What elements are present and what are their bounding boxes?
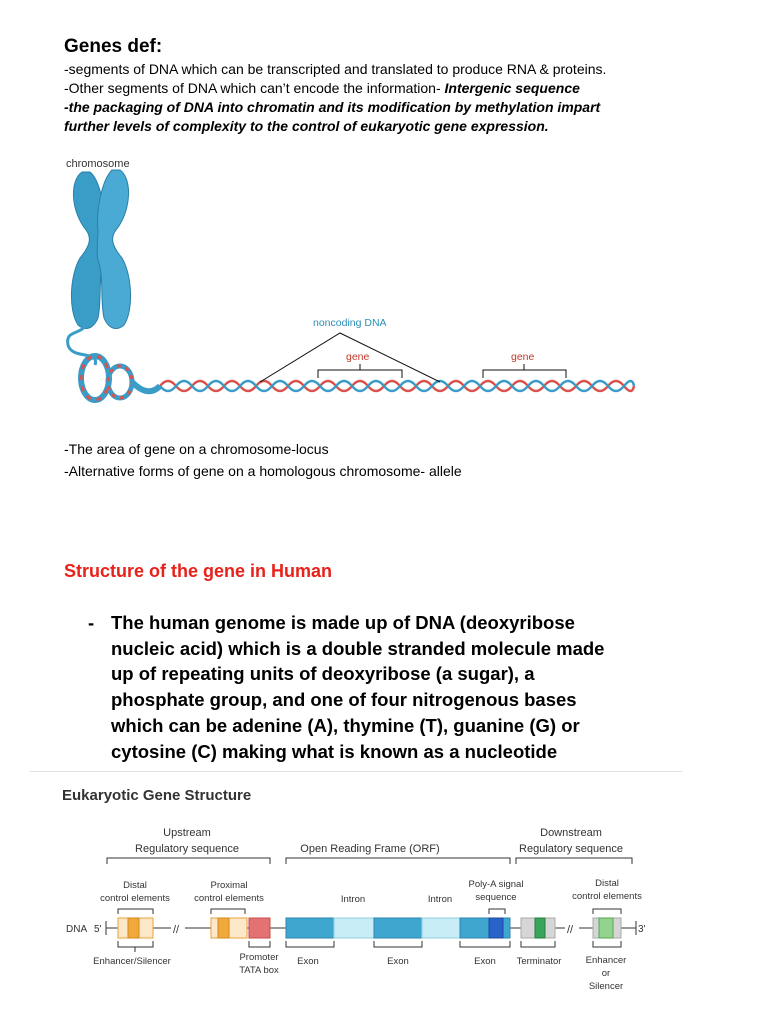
downstream-label: Downstream <box>540 827 602 839</box>
or-label: or <box>601 968 611 979</box>
locus-line: -The area of gene on a chromosome-locus <box>64 441 329 457</box>
exon-1 <box>286 918 334 938</box>
chromosome-label: chromosome <box>66 158 130 170</box>
svg-text://: // <box>173 924 180 936</box>
enhancer-silencer-label: Enhancer/Silencer <box>93 956 171 967</box>
upstream-regulatory-label: Regulatory sequence <box>135 843 239 855</box>
bullet-line-2: nucleic acid) which is a double stranded molecule made <box>111 637 605 659</box>
coil-icon <box>81 356 160 400</box>
upstream-label: Upstream <box>163 827 211 839</box>
chromosome-figure <box>60 150 650 415</box>
downstream-regulatory-label: Regulatory sequence <box>519 843 623 855</box>
allele-line: -Alternative forms of gene on a homologous chromosome- allele <box>64 463 462 479</box>
distal-control-label-1: control elements <box>100 893 170 904</box>
intergenic-sequence-term: Intergenic sequence <box>444 80 580 96</box>
tata-box-label: TATA box <box>239 965 279 976</box>
exon-label-3: Exon <box>474 956 496 967</box>
gene-bracket-2 <box>483 370 566 378</box>
definition-line-4: further levels of complexity to the control of eukaryotic gene expression. <box>64 118 549 134</box>
noncoding-dna-label: noncoding DNA <box>313 317 387 329</box>
chromosome-icon <box>68 170 131 365</box>
bullet-line-3: up of repeating units of deoxyribose (a sugar), a <box>111 663 535 685</box>
gene-bracket-1 <box>318 370 402 378</box>
intron-1 <box>334 918 374 938</box>
intron-label-1: Intron <box>340 894 366 905</box>
five-prime-label: 5' <box>94 924 102 935</box>
bullet-paragraph <box>111 610 671 764</box>
gene-structure-figure <box>40 778 680 996</box>
polya-signal-box <box>489 918 503 938</box>
definition-line-2-text: -Other segments of DNA which can’t encode the information- <box>64 80 445 96</box>
bullet-line-4: phosphate group, and one of four nitrogenous bases <box>111 689 577 711</box>
intron-2 <box>422 918 460 938</box>
page-heading: Genes def: <box>64 36 163 57</box>
distal-label-2: Distal <box>595 878 619 889</box>
bullet-line-6: cytosine (C) making what is known as a nucleotide <box>111 740 558 762</box>
distal-label-1: Distal <box>123 880 147 891</box>
svg-text://: // <box>567 924 574 936</box>
enhancer-label: Enhancer <box>585 955 627 966</box>
gene-label-2: gene <box>511 351 535 363</box>
definition-line-2 <box>64 79 580 98</box>
gene-label-1: gene <box>346 351 370 363</box>
exon-2 <box>374 918 422 938</box>
gene-structure-title: Eukaryotic Gene Structure <box>62 787 252 804</box>
definition-line-1: -segments of DNA which can be transcripted and translated to produce RNA & proteins. <box>64 61 607 77</box>
silencer-label: Silencer <box>588 981 624 992</box>
dna-helix <box>160 381 634 391</box>
orf-label: Open Reading Frame (ORF) <box>300 843 440 855</box>
exon-label-1: Exon <box>297 956 319 967</box>
region-brackets <box>107 858 632 864</box>
polya-label: Poly-A signal <box>468 879 524 890</box>
section-title: Structure of the gene in Human <box>64 561 333 581</box>
bullet-line-5: which can be adenine (A), thymine (T), guanine (G) or <box>111 714 580 736</box>
definition-line-3: -the packaging of DNA into chromatin and its modification by methylation impart <box>64 99 601 115</box>
promoter-label: Promoter <box>239 952 279 963</box>
terminator-label: Terminator <box>516 956 562 967</box>
exon-label-2: Exon <box>387 956 409 967</box>
bullet-line-1: The human genome is made up of DNA (deoxyribose <box>111 612 575 633</box>
proximal-label: Proximal <box>210 880 248 891</box>
intron-label-2: Intron <box>427 894 453 905</box>
dna-label: DNA <box>66 924 88 935</box>
polya-sequence-label: sequence <box>475 892 517 903</box>
three-prime-label: 3' <box>638 924 646 935</box>
bullet-marker: - <box>88 612 95 633</box>
promoter-box <box>249 918 270 938</box>
proximal-control-label: control elements <box>194 893 264 904</box>
distal-control-label-2: control elements <box>572 891 642 902</box>
figure-divider <box>30 771 682 772</box>
